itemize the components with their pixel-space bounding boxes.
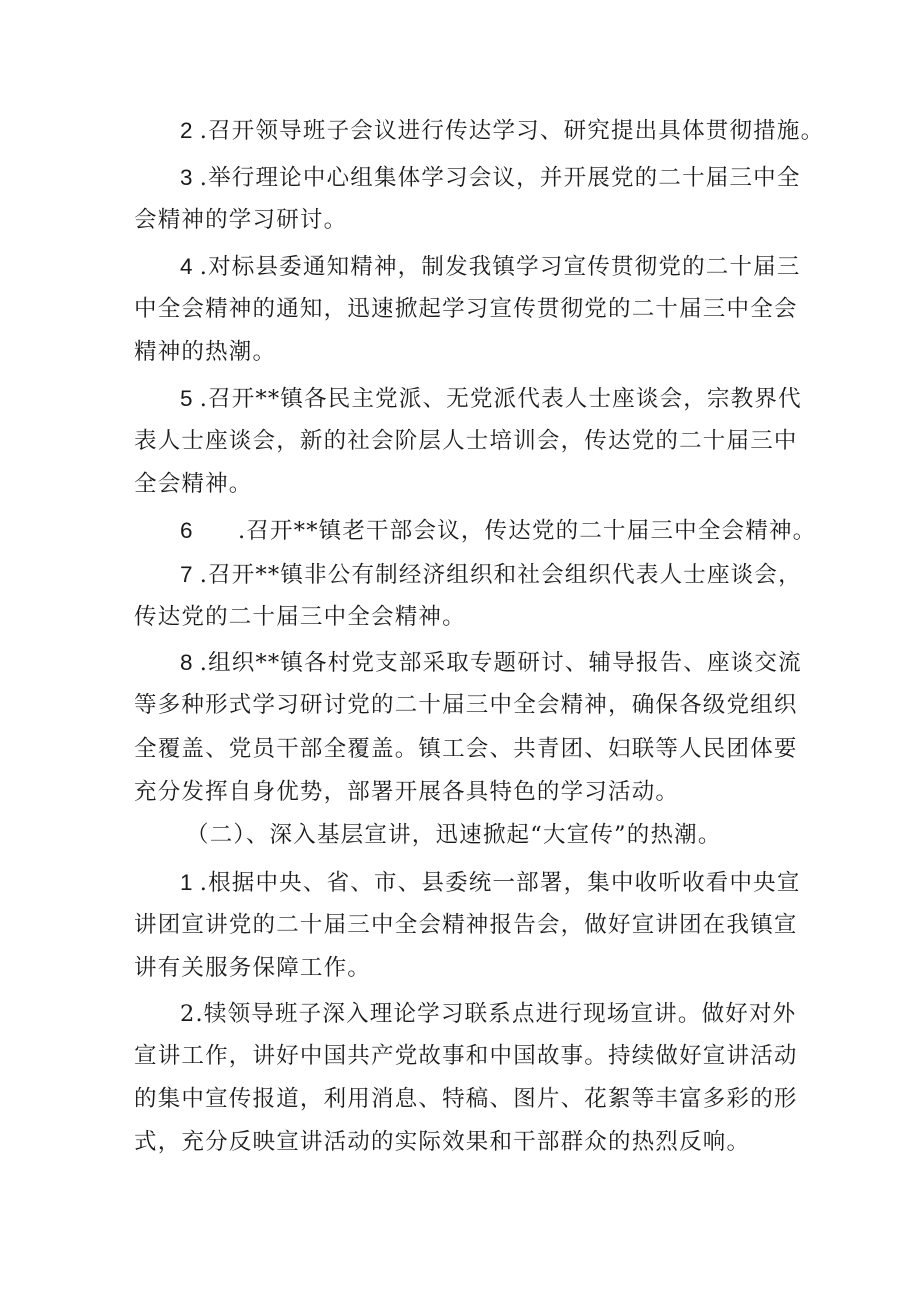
- item-text: .举行理论中心组集体学习会议，并开展党的二十届三中全: [199, 165, 801, 191]
- item-text: .召开**镇老干部会议，传达党的二十届三中全会精神。: [238, 518, 817, 544]
- item-4-line: [180, 252, 801, 282]
- item-number: 2: [180, 118, 194, 143]
- item-number: 6: [180, 518, 194, 543]
- text-line: 传达党的二十届三中全会精神。: [134, 604, 466, 630]
- item-8-line: [180, 648, 802, 678]
- section-heading: （二）、深入基层宣讲，迅速掀起“大宣传”的热潮。: [186, 822, 722, 848]
- item-text: .召开领导班子会议进行传达学习、研究提出具体贯彻措施。: [199, 118, 825, 144]
- item-number: 1: [180, 870, 194, 895]
- item-2b-line: 2.犊领导班子深入理论学习联系点进行现场宣讲。做好对外: [180, 1001, 797, 1027]
- item-1-line: [180, 868, 801, 898]
- item-text: .根据中央、省、市、县委统一部署，集中收听收看中央宣: [199, 870, 801, 896]
- item-text: .召开**镇非公有制经济组织和社会组织代表人士座谈会，: [199, 562, 802, 588]
- text-line: 讲团宣讲党的二十届三中全会精神报告会，做好宣讲团在我镇宣: [134, 912, 798, 938]
- item-3-line: [180, 163, 801, 193]
- text-line: 会精神的学习研讨。: [134, 207, 348, 233]
- text-line: 全会精神。: [134, 471, 253, 497]
- item-number: 3: [180, 165, 194, 190]
- text-line: 充分发挥自身优势，部署开展各具特色的学习活动。: [134, 779, 680, 805]
- item-number: 7: [180, 562, 194, 587]
- item-5-line: [180, 384, 802, 414]
- item-text: .召开**镇各民主党派、无党派代表人士座谈会，宗教界代: [199, 386, 802, 412]
- text-line: 中全会精神的通知，迅速掀起学习宣传贯彻党的二十届三中全会: [134, 296, 798, 322]
- text-line: 表人士座谈会，新的社会阶层人士培训会，传达党的二十届三中: [134, 428, 798, 454]
- text-line: 精神的热潮。: [134, 339, 277, 365]
- item-number: 4: [180, 254, 194, 279]
- text-line: 讲有关服务保障工作。: [134, 955, 372, 981]
- text-line: 等多种形式学习研讨党的二十届三中全会精神，确保各级党组织: [134, 692, 798, 718]
- item-number: 5: [180, 386, 194, 411]
- item-6-line: [180, 516, 816, 546]
- item-2-line: [180, 116, 824, 146]
- item-text: .对标县委通知精神，制发我镇学习宣传贯彻党的二十届三: [199, 254, 801, 280]
- text-line: 式，充分反映宣讲活动的实际效果和干部群众的热烈反响。: [134, 1129, 751, 1155]
- item-number: 8: [180, 650, 194, 675]
- text-line: 的集中宣传报道，利用消息、特稿、图片、花絮等丰富多彩的形: [134, 1086, 798, 1112]
- item-text: .组织**镇各村党支部采取专题研讨、辅导报告、座谈交流: [199, 650, 802, 676]
- text-line: 全覆盖、党员干部全覆盖。镇工会、共青团、妇联等人民团体要: [134, 736, 798, 762]
- item-7-line: [180, 560, 802, 590]
- text-line: 宣讲工作，讲好中国共产党故事和中国故事。持续做好宣讲活动: [134, 1043, 798, 1069]
